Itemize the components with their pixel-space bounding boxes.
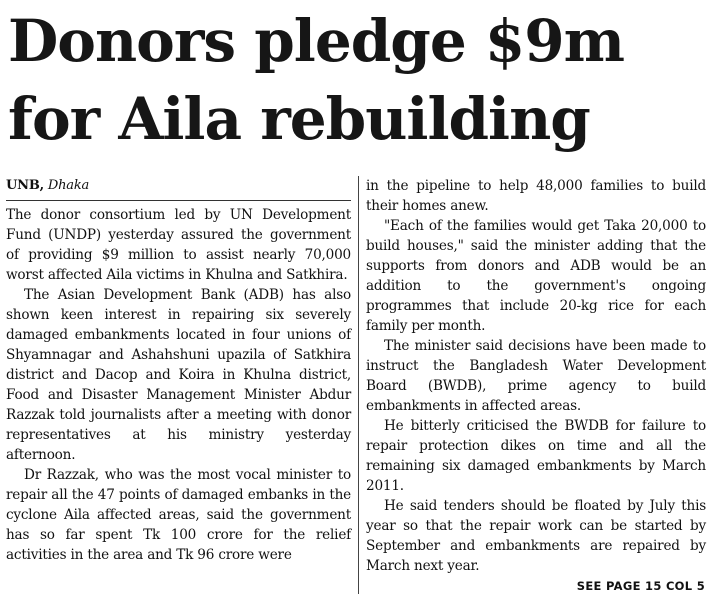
byline-city: Dhaka — [47, 178, 90, 193]
continuation-jump-line[interactable]: SEE PAGE 15 COL 5 — [576, 579, 705, 593]
article-paragraph: The minister said decisions have been made to instruct the Bangladesh Water Development Board (BWDB), prime agency to build embankments in affected areas. — [366, 338, 706, 414]
column-divider — [358, 176, 359, 594]
article-paragraph: He said tenders should be floated by July this year so that the repair work can be started by September and embankments are repaired by March next year. — [366, 498, 706, 574]
article-paragraph: The Asian Development Bank (ADB) has also shown keen interest in repairing six severely damaged embankments located in four unions of Shyamnagar and Ashahshuni upazila of Satkhira district and Dacop and Koira in Khulna district, Food and Disaster Management Minister Abdur Razzak told journalists after a meeting with donor representatives at his ministry yesterday afternoon. — [6, 287, 351, 463]
article-paragraph: Dr Razzak, who was the most vocal minister to repair all the 47 points of damaged embanks in the cyclone Aila affected areas, said the government has so far spent Tk 100 crore for the relief activities in the area and Tk 96 crore were — [6, 467, 351, 563]
headline — [8, 2, 708, 158]
headline-line-2: for Aila rebuilding — [8, 85, 590, 153]
column-left — [6, 176, 351, 565]
byline — [6, 176, 351, 201]
article-paragraph: He bitterly criticised the BWDB for failure to repair protection dikes on time and all the remaining six damaged embankments by March 2011. — [366, 418, 706, 494]
article-paragraph: "Each of the families would get Taka 20,000 to build houses," said the minister adding that the supports from donors and ADB would be an addition to the government's ongoing programmes that include 20-kg rice for each family per month. — [366, 218, 706, 334]
article-paragraph: in the pipeline to help 48,000 families to build their homes anew. — [366, 178, 706, 214]
headline-line-1: Donors pledge $9m — [8, 7, 625, 75]
byline-agency: UNB, — [6, 178, 44, 193]
article-paragraph: The donor consortium led by UN Development Fund (UNDP) yesterday assured the government of providing $9 million to assist nearly 70,000 worst affected Aila victims in Khulna and Satkhira. — [6, 207, 351, 283]
column-right — [366, 176, 706, 576]
